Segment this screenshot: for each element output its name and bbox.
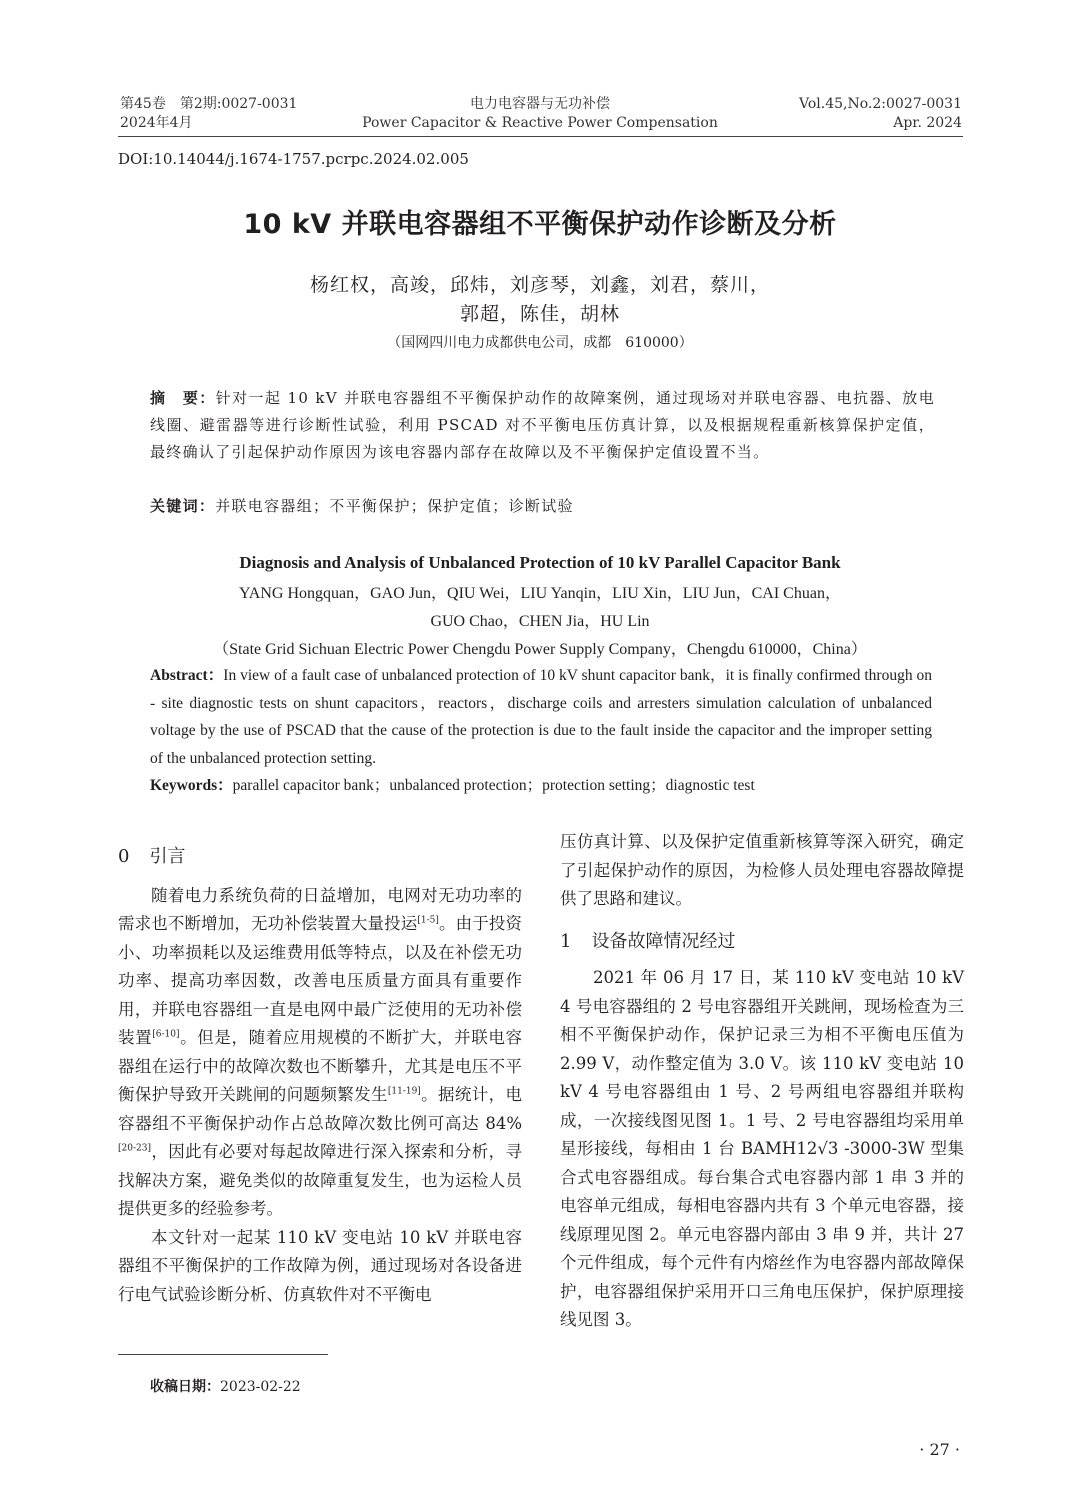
abstract-label: 摘 要：: [150, 389, 216, 407]
affiliation: （国网四川电力成都供电公司，成都 610000）: [387, 335, 693, 351]
intro-paragraph-2: 本文针对一起某 110 kV 变电站 10 kV 并联电容器组不平衡保护的工作故障为例，通过现场对各设备进行电气试验诊断分析、仿真软件对不平衡电: [118, 1227, 522, 1304]
section-1-number: 1: [560, 930, 572, 952]
journal-name-en: Power Capacitor & Reactive Power Compensation: [362, 115, 718, 131]
authors-en-line-2: GUO Chao，CHEN Jia，HU Lin: [430, 613, 650, 630]
footnote-rule: [118, 1354, 328, 1355]
section-1-title: 设备故障情况经过: [591, 930, 736, 952]
volume-issue: 第45卷 第2期:0027-0031: [120, 96, 298, 112]
received-date: [150, 1376, 301, 1396]
issue-date-en: Apr. 2024: [893, 115, 962, 131]
authors-en-line-1: YANG Hongquan，GAO Jun，QIU Wei，LIU Yanqin，LIU Xin，LIU Jun，CAI Chuan，: [239, 585, 841, 602]
section-0-heading: [118, 843, 522, 872]
issue-date: 2024年4月: [120, 115, 193, 131]
section-1-paragraph: 2021 年 06 月 17 日，某 110 kV 变电站 10 kV 4 号电容器组的 2 号电容器组开关跳闸，现场检查为三相不平衡保护动作，保护记录三为相不平衡电压值为 2.99 V，动作整定值为 3.0 V。该 110 kV 变电站 10 kV 4 号电容器组由 1 号、2 号两组电容器组并联构成，一次接线图见图 1。1 号、2 号电容器组均采用单星形接线，每相由 1 台 BAMH12√3 -3000-3W 型集合式电容器组成。每台集合式电容器内部 1 串 3 并的电容单元组成，每相电容器内共有 3 个单元电容器，接线原理见图 2。单元电容器内部由 3 串 9 并，共计 27 个元件组成，每个元件有内熔丝作为电容器内部故障保护，电容器组保护采用开口三角电压保护，保护原理接线见图 3。: [560, 968, 964, 1329]
paper-title-en: Diagnosis and Analysis of Unbalanced Protection of 10 kV Parallel Capacitor Bank: [239, 553, 841, 572]
citation: [6-10]: [152, 1029, 180, 1040]
sqrt-symbol: √3: [817, 1139, 839, 1158]
citation: [20-23]: [118, 1143, 151, 1154]
intro-paragraph-2-continued: 压仿真计算、以及保护定值重新核算等深入研究，确定了引起保护动作的原因，为检修人员处理电容器故障提供了思路和建议。: [560, 832, 964, 908]
running-header-center: [340, 95, 740, 133]
author-list: [0, 271, 1080, 329]
abstract-en-label: Abstract：: [150, 667, 224, 684]
doi: DOI:10.14044/j.1674-1757.pcrpc.2024.02.005: [118, 150, 469, 168]
volume-issue-en: Vol.45,No.2:0027-0031: [799, 96, 962, 112]
keywords-en-text: parallel capacitor bank；unbalanced protection；protection setting；diagnostic test: [232, 777, 755, 794]
keywords-label: 关键词：: [150, 497, 216, 515]
running-header-left: [120, 95, 297, 133]
keywords-text: 并联电容器组；不平衡保护；保护定值；诊断试验: [215, 497, 574, 515]
affiliation-en: （State Grid Sichuan Electric Power Chengdu Power Supply Company，Chengdu 610000，China）: [213, 641, 867, 658]
author-list-en: [0, 580, 1080, 636]
section-0-number: 0: [118, 846, 130, 867]
right-column: [560, 828, 964, 1335]
authors-line-1: 杨红权，高竣，邱炜，刘彦琴，刘鑫，刘君，蔡川，: [309, 274, 770, 296]
citation: [11-19]: [387, 1086, 421, 1097]
paper-title: 10 kV 并联电容器组不平衡保护动作诊断及分析: [243, 209, 837, 240]
section-0-title: 引言: [149, 846, 186, 867]
authors-line-2: 郭超，陈佳，胡林: [459, 303, 620, 325]
left-column: [118, 843, 522, 1309]
keywords-cn: [150, 495, 935, 516]
citation: [1-5]: [417, 915, 439, 926]
received-date-label: 收稿日期：: [150, 1379, 220, 1395]
received-date-value: 2023-02-22: [220, 1379, 301, 1395]
page-number: · 27 ·: [919, 1440, 960, 1459]
header-rule: [118, 136, 963, 137]
journal-name-cn: 电力电容器与无功补偿: [470, 96, 610, 112]
abstract-cn: [150, 385, 935, 466]
intro-paragraph-1: 随着电力系统负荷的日益增加，电网对无功功率的需求也不断增加，无功补偿装置大量投运[1-5]。由于投资小、功率损耗以及运维费用低等特点，以及在补偿无功功率、提高功率因数，改善电压质量方面具有重要作用，并联电容器组一直是电网中最广泛使用的无功补偿装置[6-10]。但是，随着应用规模的不断扩大，并联电容器组在运行中的故障次数也不断攀升，尤其是电压不平衡保护导致开关跳闸的问题频繁发生[11-19]。据统计，电容器组不平衡保护动作占总故障次数比例可高达 84%[20-23]，因此有必要对每起故障进行深入探索和分析，寻找解决方案，避免类似的故障重复发生，也为运检人员提供更多的经验参考。: [118, 885, 523, 1218]
keywords-en-label: Keywords：: [150, 777, 233, 794]
abstract-en-text: In view of a fault case of unbalanced protection of 10 kV shunt capacitor bank，it is finally confirmed through on - site diagnostic tests on shunt capacitors，reactors，discharge coils and arresters simulation calculation of unbalanced voltage by the use of PSCAD that the cause of the protection is due to the fault inside the capacitor and the improper setting of the unbalanced protection setting.: [150, 667, 932, 767]
keywords-en: [150, 773, 932, 795]
section-1-heading: [560, 928, 964, 957]
abstract-en: [150, 662, 932, 772]
abstract-text: 针对一起 10 kV 并联电容器组不平衡保护动作的故障案例，通过现场对并联电容器、电抗器、放电线圈、避雷器等进行诊断性试验，利用 PSCAD 对不平衡电压仿真计算，以及根据规程重新核算保护定值，最终确认了引起保护动作原因为该电容器内部存在故障以及不平衡保护定值设置不当。: [150, 389, 935, 461]
running-header-right: [799, 95, 962, 133]
